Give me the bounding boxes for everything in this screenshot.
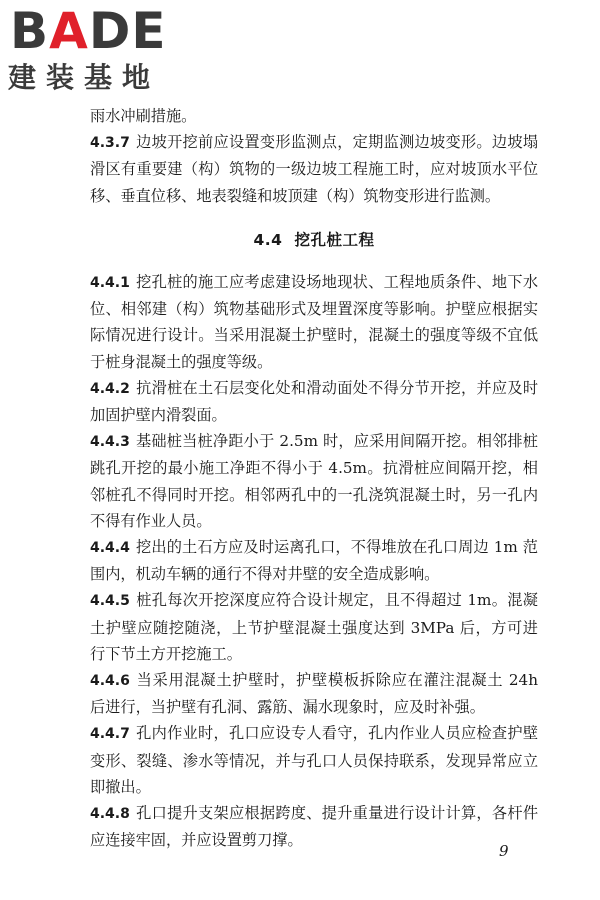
clause-continuation: 雨水冲刷措施。 (90, 107, 197, 125)
clause-text: 当采用混凝土护壁时，护壁模板拆除应在灌注混凝土 24h 后进行，当护壁有孔洞、露筋、漏水现象时，应及时补强。 (90, 671, 538, 717)
clause-4-4-2 (90, 375, 538, 428)
clause-number: 4.3.7 (90, 135, 130, 152)
clause-number: 4.4.4 (90, 540, 130, 557)
document-body (90, 103, 538, 853)
section-heading (90, 227, 538, 253)
clause-number: 4.4.8 (90, 806, 130, 823)
clause-number: 4.4.3 (90, 434, 130, 451)
clause-text: 边坡开挖前应设置变形监测点，定期监测边坡变形。边坡塌滑区有重要建（构）筑物的一级边坡工程施工时，应对坡顶水平位移、垂直位移、地表裂缝和坡顶建（构）筑物变形进行监测。 (90, 133, 538, 205)
clause-text: 挖出的土石方应及时运离孔口，不得堆放在孔口周边 1m 范围内，机动车辆的通行不得对井壁的安全造成影响。 (90, 538, 538, 584)
clause-4-4-8 (90, 800, 538, 853)
section-number: 4.4 (253, 230, 283, 249)
clause-4-3-7 (90, 129, 538, 209)
page-number: 9 (499, 842, 509, 860)
clause-4-4-1 (90, 269, 538, 375)
clause-text: 桩孔每次开挖深度应符合设计规定，且不得超过 1m。混凝土护壁应随挖随浇，上节护壁混凝土强度达到 3MPa 后，方可进行下节土方开挖施工。 (90, 591, 538, 663)
clause-4-4-4 (90, 534, 538, 587)
clause-4-4-6 (90, 667, 538, 720)
clause-text: 挖孔桩的施工应考虑建设场地现状、工程地质条件、地下水位、相邻建（构）筑物基础形式及埋置深度等影响。护壁应根据实际情况进行设计。当采用混凝土护壁时，混凝土的强度等级不宜低于桩身混凝土的强度等级。 (90, 273, 538, 371)
clause-text: 基础桩当桩净距小于 2.5m 时，应采用间隔开挖。相邻排桩跳孔开挖的最小施工净距不得小于 4.5m。抗滑桩应间隔开挖，相邻桩孔不得同时开挖。相邻两孔中的一孔浇筑混凝土时，另一孔内不得有作业人员。 (90, 432, 538, 530)
logo-wordmark: BADE (10, 2, 167, 60)
clause-number: 4.4.6 (90, 673, 130, 690)
clause-4-4-5 (90, 587, 538, 667)
clause-number: 4.4.5 (90, 593, 130, 610)
clause-number: 4.4.1 (90, 275, 130, 292)
section-title: 挖孔桩工程 (294, 230, 375, 249)
bade-logo (6, 4, 178, 96)
clause-text: 抗滑桩在土石层变化处和滑动面处不得分节开挖，并应及时加固护壁内滑裂面。 (90, 378, 538, 425)
clause-number: 4.4.2 (90, 380, 130, 397)
clause-number: 4.4.7 (90, 726, 130, 743)
clause-4-4-3 (90, 428, 538, 534)
logo-tagline: 建装基地 (8, 61, 161, 94)
clause-4-4-7 (90, 720, 538, 800)
clause-text: 孔内作业时，孔口应设专人看守，孔内作业人员应检查护壁变形、裂缝、渗水等情况，并与孔口人员保持联系，发现异常应立即撤出。 (90, 724, 538, 796)
clause-text: 孔口提升支架应根据跨度、提升重量进行设计计算，各杆件应连接牢固，并应设置剪刀撑。 (90, 804, 538, 850)
